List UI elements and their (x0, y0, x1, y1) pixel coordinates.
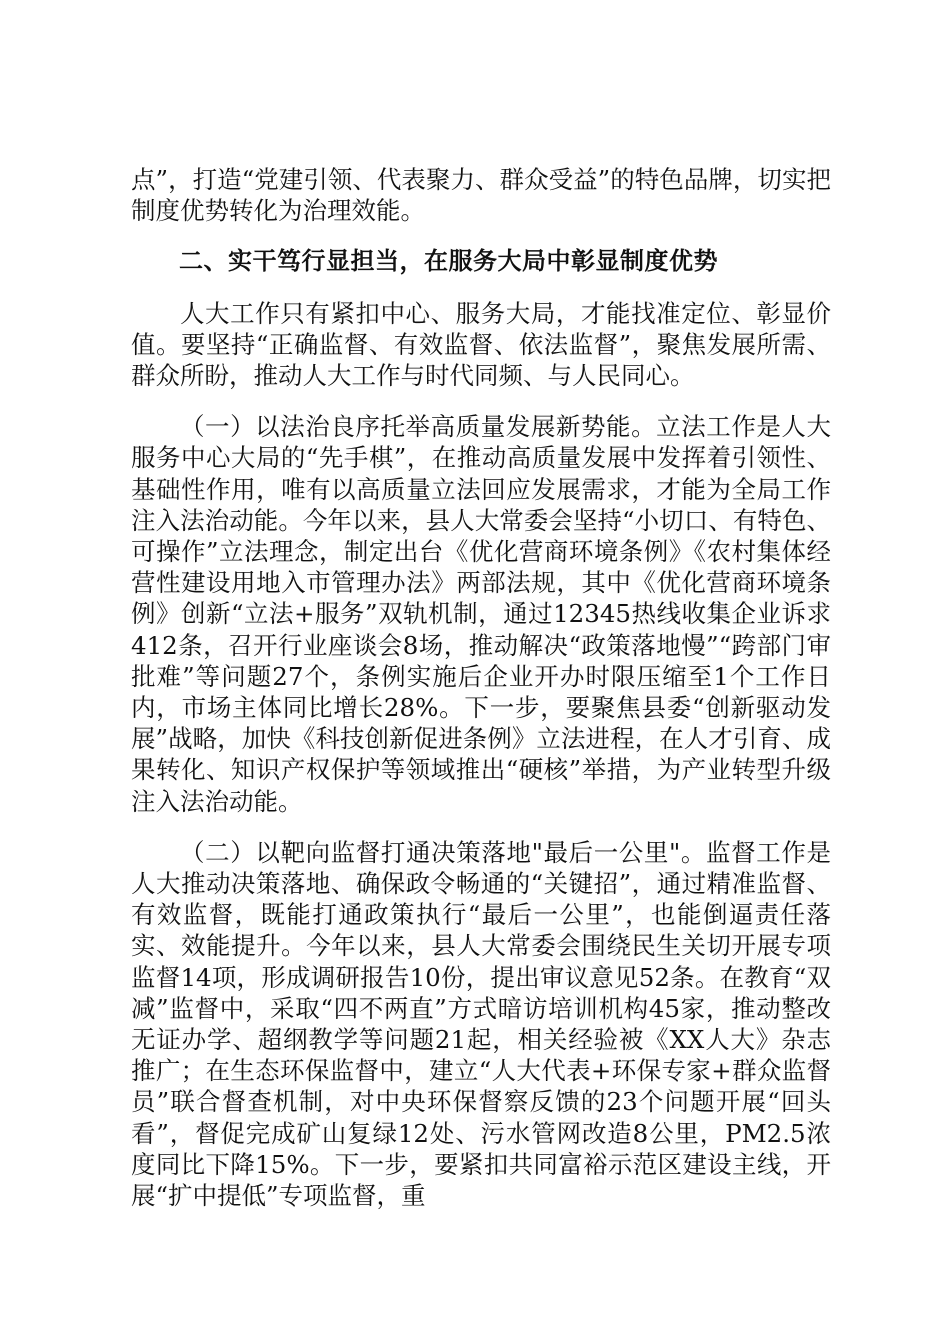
paragraph-gap (131, 278, 831, 298)
paragraph-legislation: （一）以法治良序托举高质量发展新势能。立法工作是人大服务中心大局的“先手棋”，在推动高质量发展中发挥着引领性、基础性作用，唯有以高质量立法回应发展需求，才能为全局工作注入法治动能。今年以来，县人大常委会坚持“小切口、有特色、可操作”立法理念，制定出台《优化营商环境条例》《农村集体经营性建设用地入市管理办法》两部法规，其中《优化营商环境条例》创新“立法+服务”双轨机制，通过12345热线收集企业诉求412条，召开行业座谈会8场，推动解决“政策落地慢”“跨部门审批难”等问题27个，条例实施后企业开办时限压缩至1个工作日内，市场主体同比增长28%。下一步，要聚焦县委“创新驱动发展”战略，加快《科技创新促进条例》立法进程，在人才引育、成果转化、知识产权保护等领域推出“硬核”举措，为产业转型升级注入法治动能。 (131, 412, 831, 816)
paragraph-continuation: 点”，打造“党建引领、代表聚力、群众受益”的特色品牌，切实把制度优势转化为治理效能。 (131, 165, 831, 226)
paragraph-gap (131, 226, 831, 246)
paragraph-intro: 人大工作只有紧扣中心、服务大局，才能找准定位、彰显价值。要坚持“正确监督、有效监督、依法监督”，聚焦发展所需、群众所盼，推动人大工作与时代同频、与人民同心。 (131, 298, 831, 391)
paragraph-supervision: （二）以靶向监督打通决策落地"最后一公里"。监督工作是人大推动决策落地、确保政令畅通的“关键招”，通过精准监督、有效监督，既能打通政策执行“最后一公里”，也能倒逼责任落实、效能提升。今年以来，县人大常委会围绕民生关切开展专项监督14项，形成调研报告10份，提出审议意见52条。在教育“双减”监督中，采取“四不两直”方式暗访培训机构45家，推动整改无证办学、超纲教学等问题21起，相关经验被《XX人大》杂志推广；在生态环保监督中，建立“人大代表+环保专家+群众监督员”联合督查机制，对中央环保督察反馈的23个问题开展“回头看”，督促完成矿山复绿12处、污水管网改造8公里，PM2.5浓度同比下降15%。下一步，要紧扣共同富裕示范区建设主线，开展“扩中提低”专项监督，重 (131, 837, 831, 1211)
paragraph-gap (131, 817, 831, 837)
section-heading: 二、实干笃行显担当，在服务大局中彰显制度优势 (179, 247, 718, 276)
paragraph-gap (131, 391, 831, 411)
document-page (131, 164, 831, 1211)
